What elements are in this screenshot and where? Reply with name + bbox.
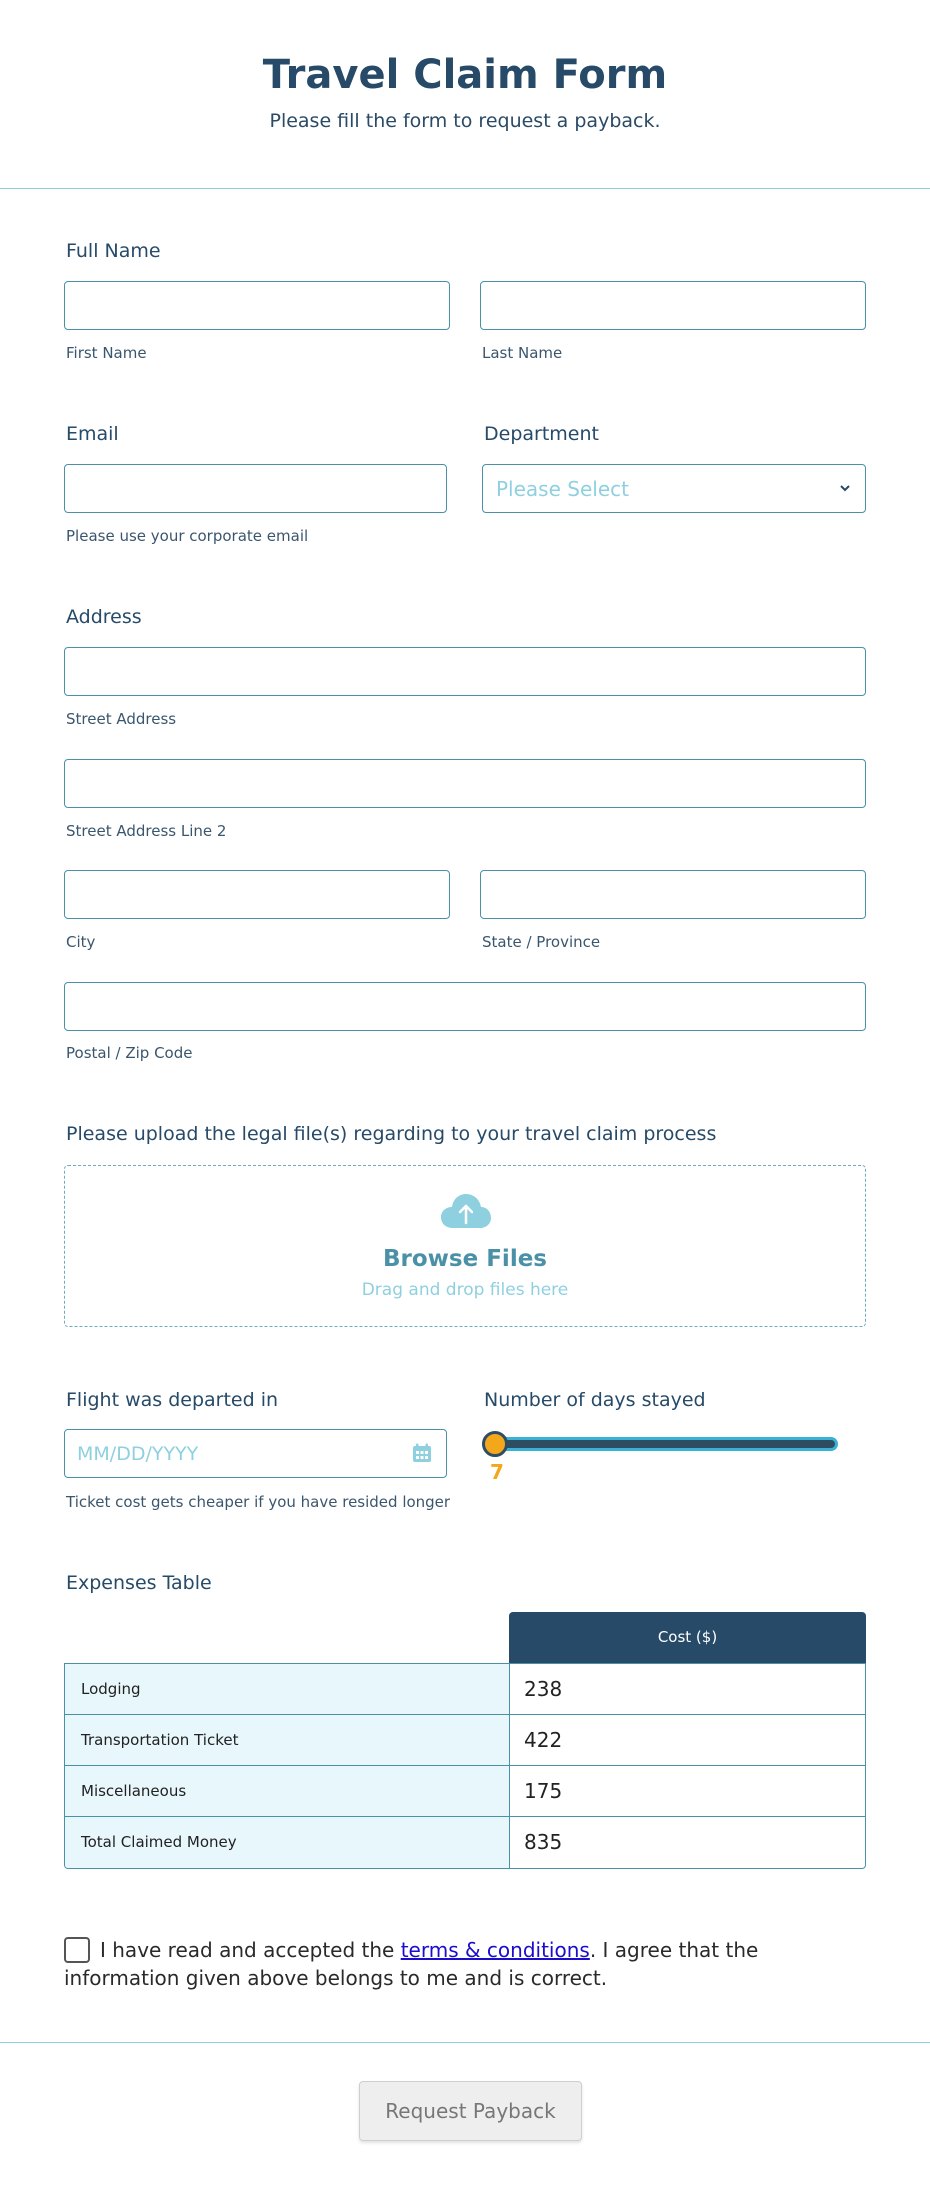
postal-code-sublabel: Postal / Zip Code	[66, 1044, 193, 1062]
terms-suffix: . I agree that the information given above belongs to me and is correct.	[64, 1938, 759, 1990]
file-upload-dropzone[interactable]	[64, 1165, 866, 1327]
table-row	[65, 1817, 865, 1868]
street-address-input[interactable]	[64, 647, 866, 696]
form-subtitle: Please fill the form to request a payback.	[269, 110, 661, 132]
terms-prefix: I have read and accepted the	[100, 1938, 401, 1962]
row-label: Transportation Ticket	[65, 1715, 510, 1765]
department-selected-value: Please Select	[496, 477, 629, 501]
postal-code-input[interactable]	[64, 982, 866, 1031]
browse-files-button[interactable]: Browse Files	[383, 1246, 547, 1272]
days-stayed-label: Number of days stayed	[484, 1389, 706, 1411]
expenses-table	[64, 1663, 866, 1869]
flight-date-label: Flight was departed in	[66, 1389, 279, 1411]
department-select[interactable]	[482, 464, 866, 513]
drag-drop-hint: Drag and drop files here	[361, 1280, 569, 1300]
footer-divider	[0, 2042, 930, 2043]
table-row	[65, 1715, 865, 1766]
email-input[interactable]	[64, 464, 447, 513]
last-name-sublabel: Last Name	[482, 344, 563, 362]
first-name-input[interactable]	[64, 281, 450, 330]
table-row	[65, 1664, 865, 1715]
cost-column-header: Cost ($)	[509, 1612, 866, 1663]
street-address-line2-input[interactable]	[64, 759, 866, 808]
terms-link[interactable]: terms & conditions	[400, 1938, 590, 1962]
expenses-table-label: Expenses Table	[66, 1572, 212, 1594]
flight-date-sublabel: Ticket cost gets cheaper if you have resided longer	[66, 1493, 451, 1511]
row-label: Total Claimed Money	[65, 1817, 510, 1868]
upload-label: Please upload the legal file(s) regarding to your travel claim process	[66, 1123, 717, 1145]
row-cost-cell[interactable]: 835	[524, 1830, 563, 1854]
full-name-label: Full Name	[66, 240, 161, 262]
last-name-input[interactable]	[480, 281, 866, 330]
days-stayed-slider-thumb[interactable]	[482, 1431, 508, 1457]
row-cost-cell[interactable]: 422	[524, 1728, 563, 1752]
table-row	[65, 1766, 865, 1817]
row-cost-cell[interactable]: 175	[524, 1779, 563, 1803]
row-label: Miscellaneous	[65, 1766, 510, 1816]
row-label: Lodging	[65, 1664, 510, 1714]
city-sublabel: City	[66, 933, 96, 951]
street-address-sublabel: Street Address	[66, 710, 177, 728]
city-input[interactable]	[64, 870, 450, 919]
terms-checkbox[interactable]	[64, 1937, 90, 1963]
form-header	[0, 0, 930, 189]
days-stayed-slider-track[interactable]	[484, 1437, 838, 1451]
calendar-icon[interactable]	[412, 1443, 432, 1463]
row-cost-cell[interactable]: 238	[524, 1677, 563, 1701]
street-address-line2-sublabel: Street Address Line 2	[66, 822, 227, 840]
terms-agreement	[64, 1936, 764, 1992]
department-label: Department	[484, 423, 599, 445]
state-input[interactable]	[480, 870, 866, 919]
email-sublabel: Please use your corporate email	[66, 527, 309, 545]
first-name-sublabel: First Name	[66, 344, 147, 362]
chevron-down-icon	[839, 482, 851, 494]
form-title: Travel Claim Form	[262, 52, 668, 98]
cloud-upload-icon	[440, 1192, 492, 1230]
days-stayed-value: 7	[490, 1460, 504, 1484]
email-label: Email	[66, 423, 119, 445]
request-payback-button[interactable]: Request Payback	[359, 2081, 582, 2141]
address-label: Address	[66, 606, 142, 628]
flight-date-input[interactable]	[64, 1429, 447, 1478]
state-sublabel: State / Province	[482, 933, 601, 951]
